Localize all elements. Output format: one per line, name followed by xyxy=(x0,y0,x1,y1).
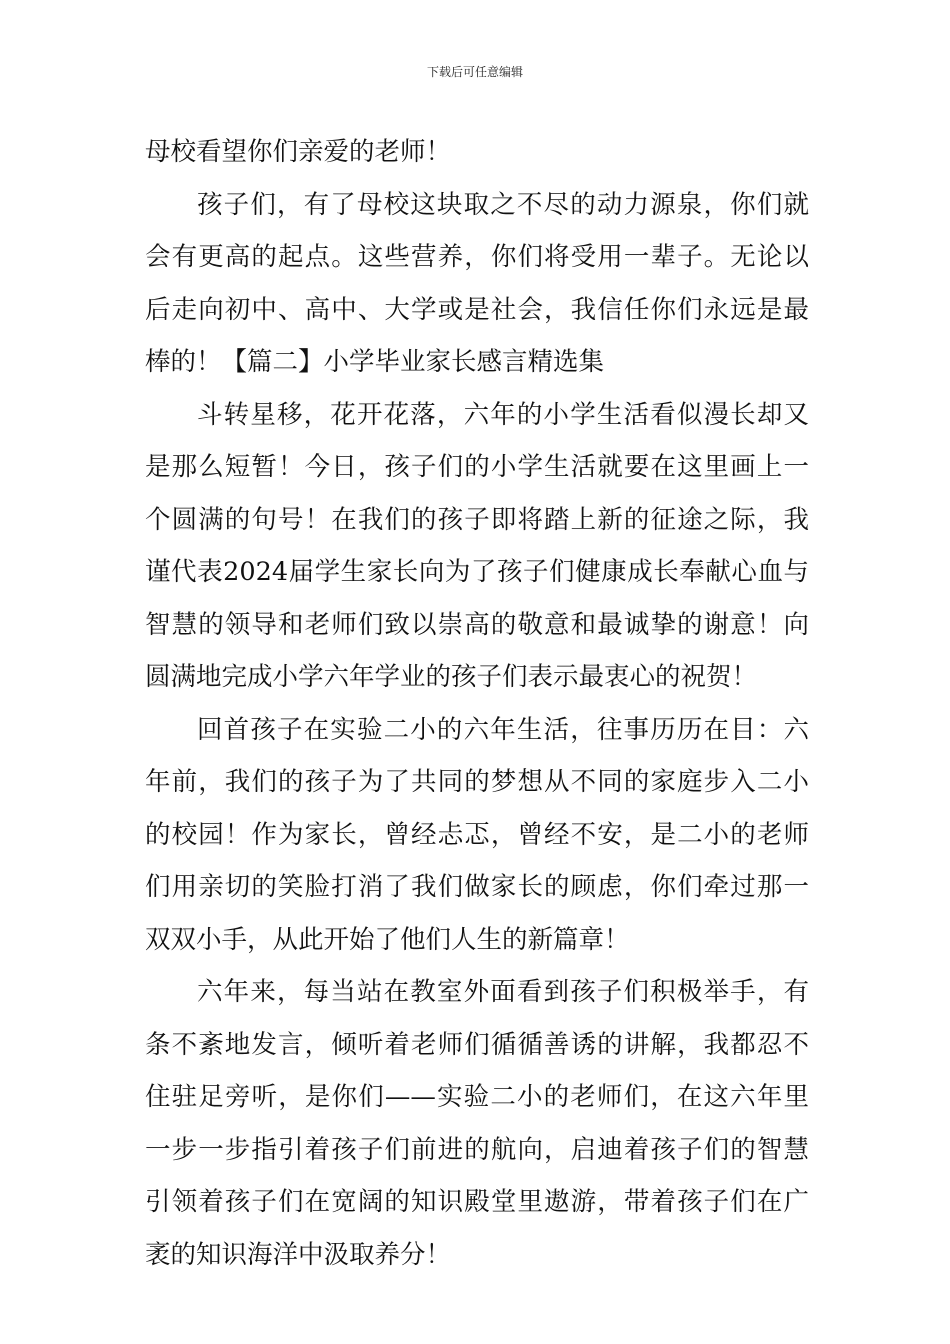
text-line: 圆满地完成小学六年学业的孩子们表示最衷心的祝贺！ xyxy=(145,662,758,692)
text-line: 后走向初中、高中、大学或是社会，我信任你们永远是最 xyxy=(145,294,809,325)
text-line: 斗转星移，花开花落，六年的小学生活看似漫长却又 xyxy=(197,399,809,430)
text-line: 住驻足旁听，是你们——实验二小的老师们，在这六年里 xyxy=(145,1082,809,1112)
text-line: 棒的！【篇二】小学毕业家长感言精选集 xyxy=(145,347,605,377)
text-line: 智慧的领导和老师们致以崇高的敬意和最诚挚的谢意！向 xyxy=(145,609,809,640)
page-header: 下载后可任意编辑 xyxy=(426,65,523,79)
text-line: 一步一步指引着孩子们前进的航向，启迪着孩子们的智慧 xyxy=(145,1134,809,1165)
text-line: 孩子们，有了母校这块取之不尽的动力源泉，你们就 xyxy=(197,189,809,220)
text-line: 年前，我们的孩子为了共同的梦想从不同的家庭步入二小 xyxy=(145,767,809,797)
text-line: 引领着孩子们在宽阔的知识殿堂里遨游，带着孩子们在广 xyxy=(145,1187,809,1217)
text-line: 谨代表2024届学生家长向为了孩子们健康成长奉献心血与 xyxy=(145,557,809,587)
text-line: 条不紊地发言，倾听着老师们循循善诱的讲解，我都忍不 xyxy=(145,1029,809,1060)
text-line: 是那么短暂！今日，孩子们的小学生活就要在这里画上一 xyxy=(145,452,809,482)
text-line: 会有更高的起点。这些营养，你们将受用一辈子。无论以 xyxy=(145,242,809,272)
text-line: 母校看望你们亲爱的老师！ xyxy=(145,137,452,167)
text-line: 双双小手，从此开始了他们人生的新篇章！ xyxy=(145,924,630,955)
text-line: 回首孩子在实验二小的六年生活，往事历历在目：六 xyxy=(197,714,809,745)
text-line: 六年来，每当站在教室外面看到孩子们积极举手，有 xyxy=(197,977,809,1007)
text-line: 们用亲切的笑脸打消了我们做家长的顾虑，你们牵过那一 xyxy=(145,872,809,902)
text-line: 的校园！作为家长，曾经忐忑，曾经不安，是二小的老师 xyxy=(145,819,809,850)
text-line: 个圆满的句号！在我们的孩子即将踏上新的征途之际，我 xyxy=(145,504,809,535)
text-line: 袤的知识海洋中汲取养分！ xyxy=(145,1239,452,1270)
document-body xyxy=(145,126,809,1281)
